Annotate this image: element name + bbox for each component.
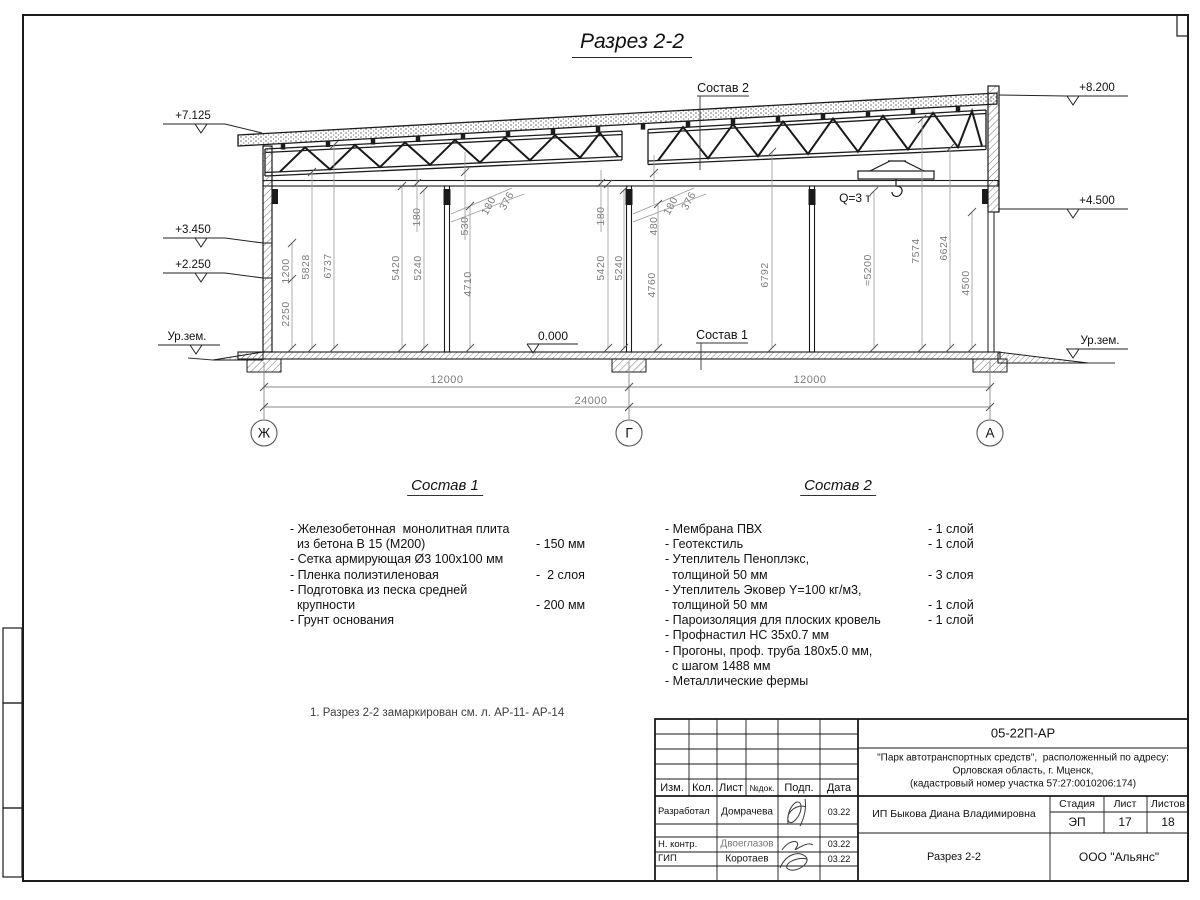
dim-span-right: 12000 — [793, 374, 827, 386]
sheets-label: Листов — [1150, 798, 1186, 810]
sheet-name: Разрез 2-2 — [926, 851, 982, 863]
parapet-right — [988, 86, 999, 212]
dim-total: 24000 — [574, 395, 608, 407]
project-line-1: "Парк автотранспортных средств", расположенный по адресу: — [877, 752, 1169, 764]
project-line-2: Орловская область, г. Мценск, — [952, 765, 1094, 777]
list-item: - Подготовка из песка средней — [290, 582, 468, 597]
drawing-note: 1. Разрез 2-2 замаркирован см. л. АР-11- АР-14 — [310, 707, 565, 719]
dim-180-d: 180 — [661, 194, 681, 218]
elev-left-ground: Ур.зем. — [167, 331, 207, 343]
dim-376-a: 376 — [497, 189, 517, 213]
list-item: - Геотекстиль - 1 слой — [665, 537, 974, 552]
tie-beam — [263, 181, 998, 187]
dim-5828: 5828 — [300, 254, 312, 280]
list-item: - Грунт основания — [290, 613, 395, 628]
dim-376-b: 376 — [679, 189, 699, 213]
dim-180-b: 180 — [479, 194, 499, 218]
name-gip: Коротаев — [725, 853, 769, 865]
list-item: - Металлические фермы — [665, 673, 809, 688]
name-ncontrol: Двоеглазов — [720, 838, 774, 850]
dim-6737: 6737 — [322, 253, 334, 279]
dim-4760: 4760 — [646, 272, 658, 298]
role-developed: Разработал — [658, 806, 710, 817]
axis-zh: Ж — [257, 425, 271, 441]
dim-480: 480 — [648, 216, 660, 236]
list-item: - Прогоны, проф. труба 180х5.0 мм, — [665, 643, 873, 658]
project-line-3: (кадастровый номер участка 57:27:0010206:174) — [909, 778, 1137, 790]
dim-6792: 6792 — [759, 262, 771, 288]
list-item: из бетона В 15 (М200) - 150 мм — [290, 537, 586, 552]
name-developed: Домрачева — [721, 806, 773, 818]
role-gip: ГИП — [658, 853, 677, 864]
list-item: - Железобетонная монолитная плита — [290, 522, 510, 536]
signature-1 — [788, 799, 806, 826]
list-item: - Утеплитель Эковер Y=100 кг/м3, — [665, 582, 862, 597]
col-izm: Изм. — [660, 782, 684, 794]
sheet-frame — [3, 15, 1188, 881]
elev-right-ground: Ур.зем. — [1080, 335, 1120, 347]
elev-left-low: +2.250 — [175, 259, 211, 271]
stage-label: Стадия — [1059, 798, 1095, 810]
company-name: ООО "Альянс" — [1078, 850, 1160, 864]
list-item: толщиной 50 мм - 3 слоя — [665, 567, 974, 582]
dim-5420-a: 5420 — [390, 255, 402, 281]
col-ndok: №док. — [749, 783, 775, 793]
list-item: - Пароизоляция для плоских кровель - 1 слой — [665, 613, 974, 628]
list-item: - Пленка полиэтиленовая - 2 слоя — [290, 567, 585, 582]
floor-slab — [238, 352, 1000, 359]
axis-g: Г — [625, 425, 633, 441]
date-gip: 03.22 — [827, 854, 851, 864]
callout-sostav2: Состав 2 — [697, 81, 749, 95]
list-item: с шагом 1488 мм — [665, 658, 771, 673]
dim-530: 530 — [459, 216, 471, 236]
crane-capacity-label: Q=3 т — [839, 191, 871, 205]
dim-2250: 2250 — [280, 301, 292, 327]
list-item: - Профнастил НС 35х0.7 мм — [665, 628, 830, 643]
composition-2-title: Состав 2 — [800, 478, 876, 496]
elev-left-top: +7.125 — [175, 110, 211, 122]
wall-left — [263, 146, 272, 352]
signatures — [780, 799, 813, 870]
sheet-label: Лист — [1113, 798, 1137, 810]
doc-number: 05-22П-АР — [990, 725, 1056, 741]
list-item: толщиной 50 мм - 1 слой — [665, 597, 974, 612]
dim-5420-b: 5420 — [595, 255, 607, 281]
section-title: Разрез 2-2 — [572, 30, 692, 58]
date-ncontrol: 03.22 — [827, 839, 851, 849]
dim-5240-b: 5240 — [613, 255, 625, 281]
elev-right-mid: +4.500 — [1079, 195, 1115, 207]
zero-level-label: 0.000 — [537, 329, 569, 343]
composition-1-title: Состав 1 — [407, 478, 483, 496]
dim-5240-a: 5240 — [412, 255, 424, 281]
list-item: - Мембрана ПВХ - 1 слой — [665, 522, 974, 536]
col-podp: Подп. — [784, 782, 814, 794]
apron-right — [998, 352, 1088, 363]
stage-value: ЭП — [1068, 815, 1086, 829]
role-ncontrol: Н. контр. — [658, 839, 698, 850]
client-name: ИП Быкова Диана Владимировна — [872, 808, 1036, 820]
col-list: Лист — [719, 782, 743, 794]
sheets-total: 18 — [1161, 815, 1175, 829]
col-data: Дата — [826, 782, 852, 794]
column-corbels — [272, 189, 988, 205]
list-item: - Сетка армирующая Ø3 100х100 мм — [290, 552, 504, 567]
dim-1200: 1200 — [280, 258, 292, 284]
col-kol: Кол. — [692, 782, 714, 794]
callout-sostav1: Состав 1 — [696, 328, 748, 342]
footings — [247, 359, 1007, 372]
elev-right-top: +8.200 — [1079, 82, 1115, 94]
dim-span-left: 12000 — [430, 374, 464, 386]
dim-180-c: 180 — [595, 206, 607, 226]
list-item: - Утеплитель Пеноплэкс, — [665, 552, 810, 567]
dim-4710: 4710 — [462, 271, 474, 297]
dim-5200: ≈5200 — [862, 254, 874, 286]
sheet-number: 17 — [1118, 815, 1132, 829]
list-item: крупности - 200 мм — [290, 597, 586, 612]
dim-7574: 7574 — [910, 238, 922, 264]
axis-a: А — [985, 425, 995, 441]
dim-6624: 6624 — [938, 235, 950, 261]
wall-right-lower — [988, 212, 994, 352]
elev-left-mid: +3.450 — [175, 224, 211, 236]
dim-4500: 4500 — [960, 270, 972, 296]
date-developed: 03.22 — [827, 807, 851, 817]
dim-180-a: 180 — [411, 207, 423, 227]
